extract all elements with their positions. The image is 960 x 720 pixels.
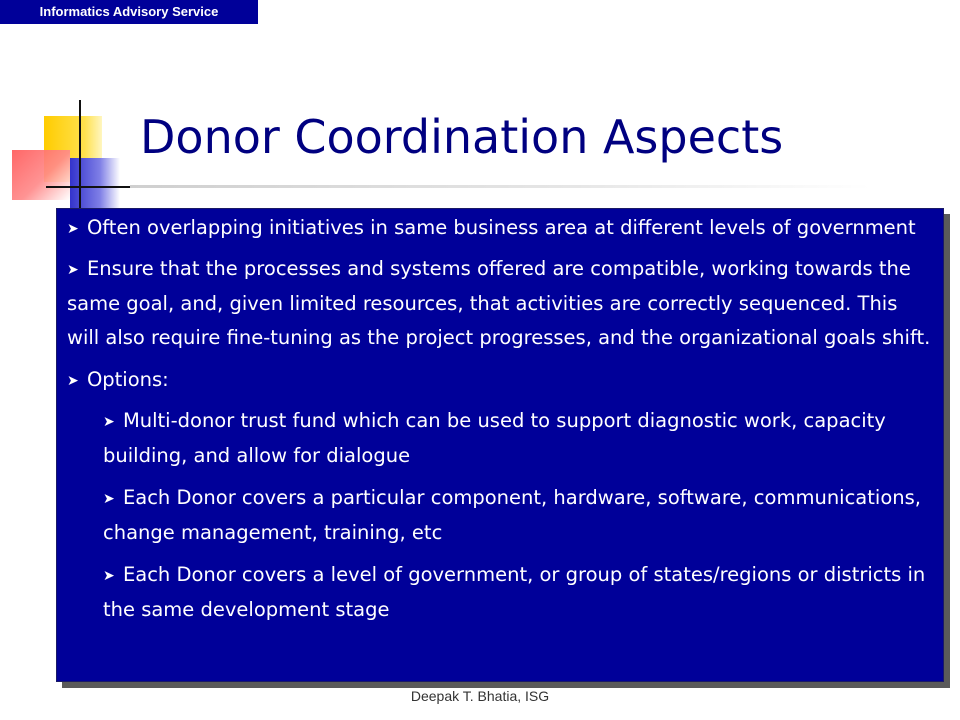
- sub-bullet-text: Each Donor covers a particular component, hardware, software, communications, change management, training, etc: [103, 486, 921, 544]
- sub-bullet-item: [67, 558, 933, 627]
- sub-bullet-item: [67, 404, 933, 473]
- sub-bullet-text: Each Donor covers a level of government, or group of states/regions or districts in the same development stage: [103, 563, 926, 621]
- arrow-bullet-icon: ➤: [103, 491, 115, 507]
- slide-logo-decoration: [0, 100, 140, 210]
- service-tag: Informatics Advisory Service: [0, 0, 258, 24]
- blue-square-shape: [70, 158, 120, 208]
- bullet-item: [67, 363, 933, 398]
- vertical-rule: [79, 100, 81, 210]
- arrow-bullet-icon: ➤: [67, 262, 79, 278]
- arrow-bullet-icon: ➤: [103, 568, 115, 584]
- bullet-text: Often overlapping initiatives in same business area at different levels of government: [86, 216, 916, 239]
- arrow-bullet-icon: ➤: [67, 373, 79, 389]
- sub-bullet-text: Multi-donor trust fund which can be used to support diagnostic work, capacity building, and allow for dialogue: [103, 409, 886, 467]
- bullet-item: [67, 211, 933, 246]
- slide-title: Donor Coordination Aspects: [140, 110, 784, 164]
- sub-bullet-item: [67, 481, 933, 550]
- content-panel: [56, 208, 944, 682]
- bullet-item: [67, 252, 933, 355]
- bullet-text: Options:: [86, 368, 169, 391]
- red-square-shape: [12, 150, 70, 200]
- arrow-bullet-icon: ➤: [103, 414, 115, 430]
- bullet-text: Ensure that the processes and systems offered are compatible, working towards the same goal, and, given limited resources, that activities are correctly sequenced. This will also require fine-tuning as the project progresses, and the organizational goals shift.: [67, 257, 931, 349]
- footer-author: Deepak T. Bhatia, ISG: [410, 688, 550, 704]
- arrow-bullet-icon: ➤: [67, 221, 79, 237]
- horizontal-rule: [46, 186, 134, 188]
- title-underline: [130, 185, 870, 188]
